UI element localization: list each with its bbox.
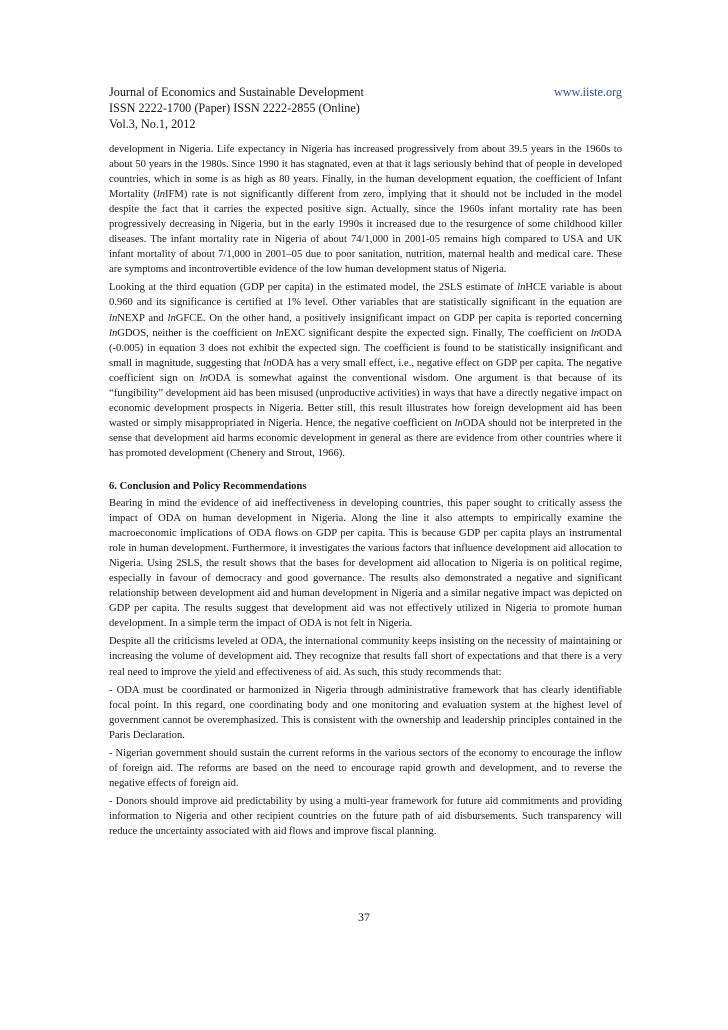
- journal-header: [109, 84, 622, 132]
- paper-page: [109, 84, 622, 842]
- journal-url-link[interactable]: www.iiste.org: [553, 85, 622, 99]
- paragraph-conclusion: Bearing in mind the evidence of aid ineffectiveness in developing countries, this paper sought to critically assess the impact of ODA on human development in Nigeria. Along the line it also attempts to empirically examine the macroeconomic implications of ODA flows on GDP per capita. This is because GDP per capita plays an instrumental role in human development. Furthermore, it investigates the various factors that influence development aid allocation to Nigeria. Using 2SLS, the result shows that the bases for development aid allocation to Nigeria is on political regime, especially in favour of democracy and good governance. The results also demonstrated a negative and significant relationship between development aid and human development in Nigeria and a similar negative impact was depicted on GDP per capita. The results suggest that development aid was not effectively utilized in Nigeria to promote human development. In a simple term the impact of ODA is not felt in Nigeria.: [109, 497, 622, 630]
- recommendation-item: - Donors should improve aid predictability by using a multi-year framework for future aid commitments and providing information to Nigeria and other recipient countries on the future path of aid disbursements. Such transparency will reduce the uncertainty associated with aid flows and improve fiscal planning.: [109, 795, 622, 837]
- paragraph-gdp-per-capita: Looking at the third equation (GDP per capita) in the estimated model, the 2SLS estimate of lnHCE variable is about 0.960 and its significance is certified at 1% level. Other variables that are statistically significant in the equation are lnNEXP and lnGFCE. On the other hand, a positively insignificant impact on GDP per capita is reported concerning lnGDOS, neither is the coefficient on lnEXC significant despite the expected sign. Finally, The coefficient on lnODA (-0.005) in equation 3 does not exhibit the expected sign. The coefficient is found to be statistically insignificant and small in magnitude, suggesting that lnODA has a very small effect, i.e., negative effect on GDP per capita. The negative coefficient sign on lnODA is somewhat against the conventional wisdom. One argument is that because of its “fungibility” development aid has been misused (unproductive activities) in ways that have a directly negative impact on economic development prospects in Nigeria. Better still, this result illustrates how foreign development aid has been wasted or simply misappropriated in Nigeria. Hence, the negative coefficient on lnODA should not be interpreted in the sense that development aid harms economic development in general as there are evidence from other countries where it has promoted development (Chenery and Strout, 1966).: [109, 282, 622, 459]
- page-number: 37: [358, 910, 370, 924]
- journal-issn: ISSN 2222-1700 (Paper) ISSN 2222-2855 (Online): [109, 101, 360, 115]
- recommendation-item: - Nigerian government should sustain the current reforms in the various sectors of the economy to encourage the inflow of foreign aid. The reforms are based on the need to encourage rapid growth and development, and to reverse the negative effects of foreign aid.: [109, 747, 622, 789]
- journal-volume: Vol.3, No.1, 2012: [109, 117, 196, 131]
- paragraph-recommendations-intro: Despite all the criticisms leveled at ODA, the international community keeps insisting on the necessity of maintaining or increasing the volume of development aid. They recognize that results fall short of expectations and that there is a very real need to improve the yield and effectiveness of aid. As such, this study recommends that:: [109, 636, 622, 678]
- recommendation-item: - ODA must be coordinated or harmonized in Nigeria through administrative framework that has clearly identifiable focal point. In this regard, one coordinating body and one monitoring and evaluation system at the highest level of government cannot be overemphasized. This is consistent with the ownership and leadership principles contained in the Paris Declaration.: [109, 684, 622, 741]
- journal-title: Journal of Economics and Sustainable Development: [109, 85, 364, 99]
- paragraph-life-expectancy: development in Nigeria. Life expectancy in Nigeria has increased progressively from about 39.5 years in the 1960s to about 50 years in the 1980s. Since 1990 it has stagnated, even at that it lags seriously behind that of people in developed countries, which in some is as high as 80 years. Finally, in the human development equation, the coefficient of Infant Mortality (lnIFM) rate is not significantly different from zero, implying that it should not be included in the model despite the fact that it carries the expected positive sign. Actually, since the 1960s infant mortality rate has been progressively decreasing in Nigeria, but in the early 1990s it increased due to the resurgence of some childhood killer diseases. The infant mortality rate in Nigeria of about 74/1,000 in 2001-05 remains high compared to USA and UK infant mortality of about 7/1,000 in 2001–05 due to poor sanitation, nutrition, maternal health and medical care. These are symptoms and incontrovertible evidence of the low human development status of Nigeria.: [109, 144, 622, 276]
- section-spacer: [109, 464, 622, 479]
- section-heading: 6. Conclusion and Policy Recommendations: [109, 480, 307, 492]
